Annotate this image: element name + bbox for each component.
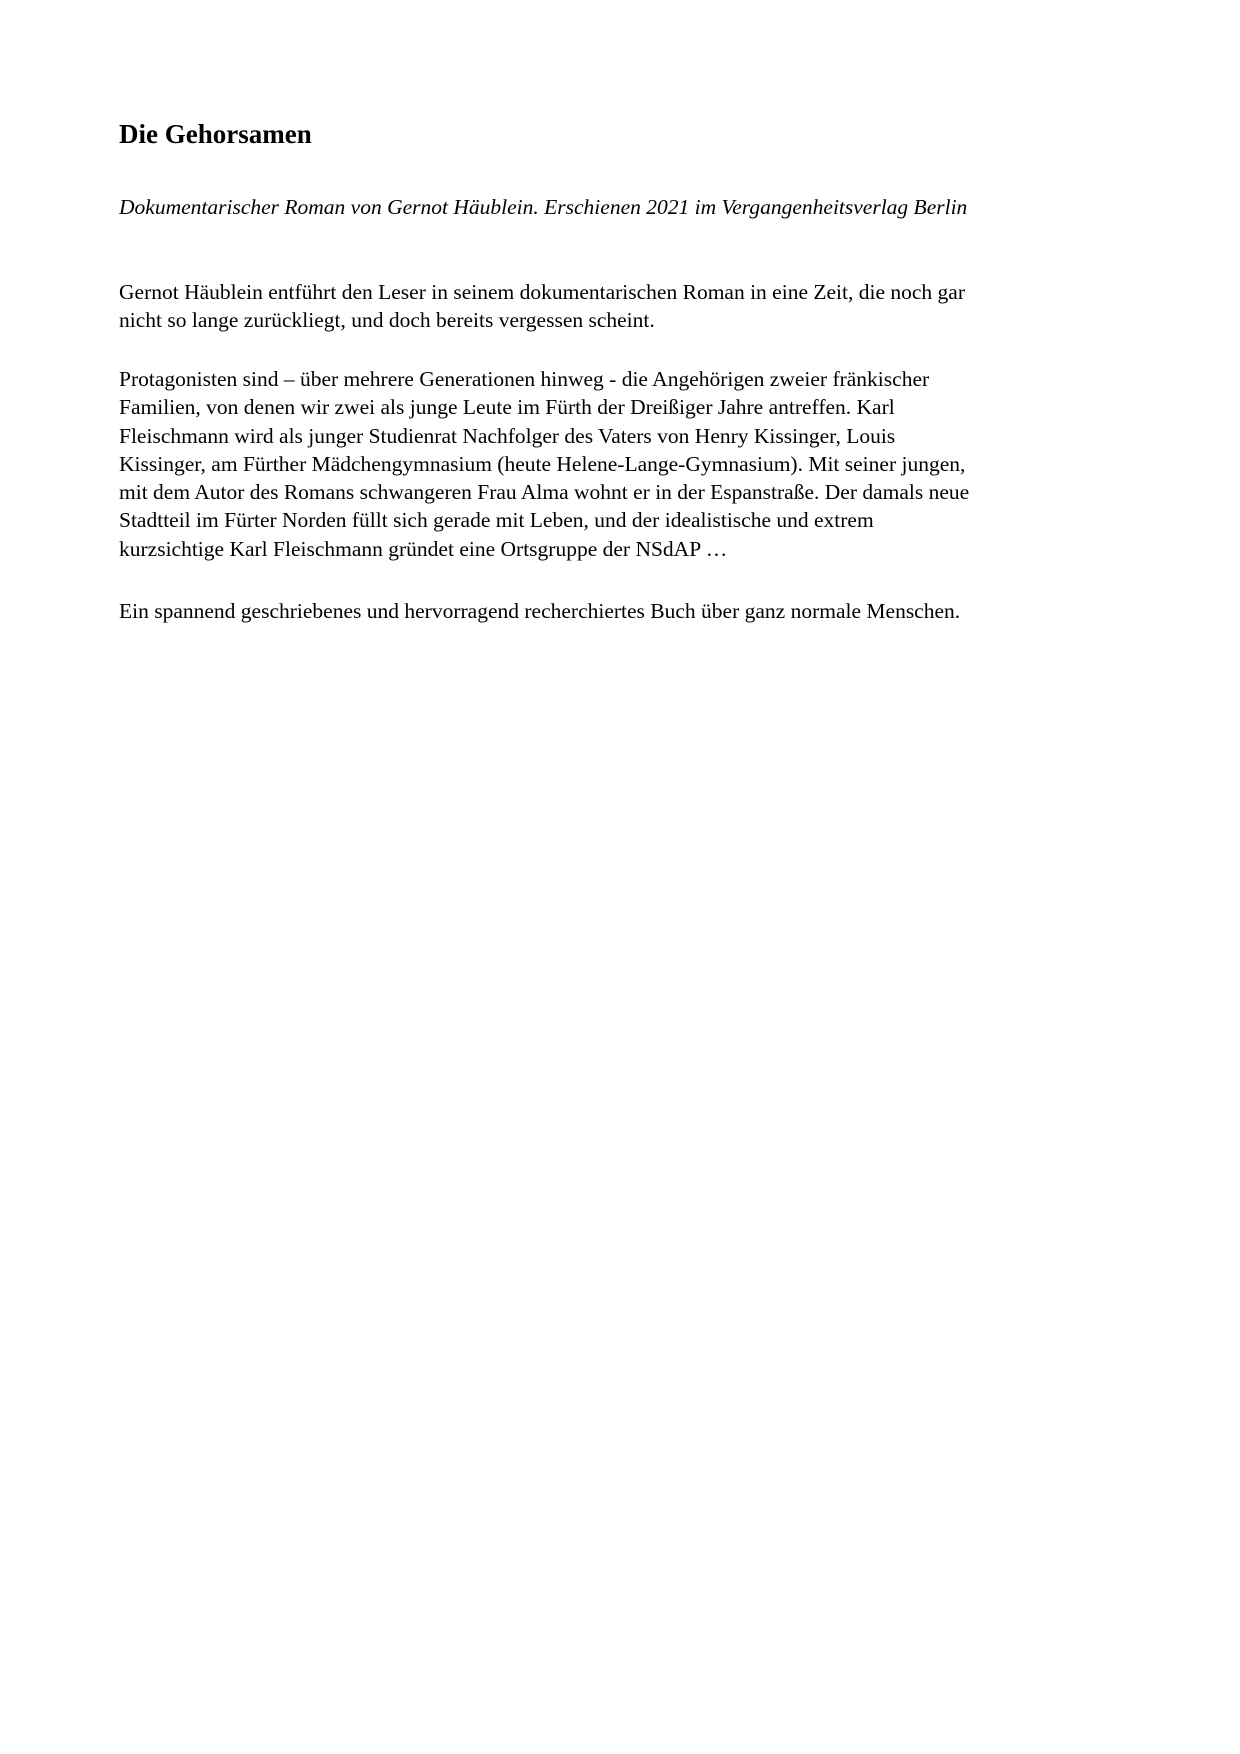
document-title: Die Gehorsamen [119, 119, 312, 149]
paragraph-line: Fleischmann wird als junger Studienrat Nachfolger des Vaters von Henry Kissinger, Louis [119, 423, 896, 448]
paragraph-line: Kissinger, am Fürther Mädchengymnasium (heute Helene-Lange-Gymnasium). Mit seiner jungen, [119, 451, 966, 476]
paragraph-intro [119, 278, 965, 335]
document-subtitle: Dokumentarischer Roman von Gernot Häublein. Erschienen 2021 im Vergangenheitsverlag Berlin [119, 195, 968, 219]
paragraph-line: Protagonisten sind – über mehrere Generationen hinweg - die Angehörigen zweier fränkischer [119, 367, 930, 391]
paragraph-line: Ein spannend geschriebenes und hervorragend recherchiertes Buch über ganz normale Menschen. [119, 599, 961, 623]
paragraph-line: Gernot Häublein entführt den Leser in seinem dokumentarischen Roman in eine Zeit, die noch gar [119, 280, 965, 304]
paragraph-line: kurzsichtige Karl Fleischmann gründet eine Ortsgruppe der NSdAP … [119, 536, 728, 561]
paragraph-conclusion [119, 597, 960, 625]
paragraph-line: Stadtteil im Fürter Norden füllt sich gerade mit Leben, und der idealistische und extrem [119, 508, 874, 533]
paragraph-line: Familien, von denen wir zwei als junge Leute im Fürth der Dreißiger Jahre antreffen. Karl [119, 395, 895, 420]
paragraph-line: nicht so lange zurückliegt, und doch bereits vergessen scheint. [119, 308, 655, 333]
paragraph-line: mit dem Autor des Romans schwangeren Frau Alma wohnt er in der Espanstraße. Der damals neue [119, 480, 970, 505]
paragraph-protagonists [119, 365, 969, 563]
